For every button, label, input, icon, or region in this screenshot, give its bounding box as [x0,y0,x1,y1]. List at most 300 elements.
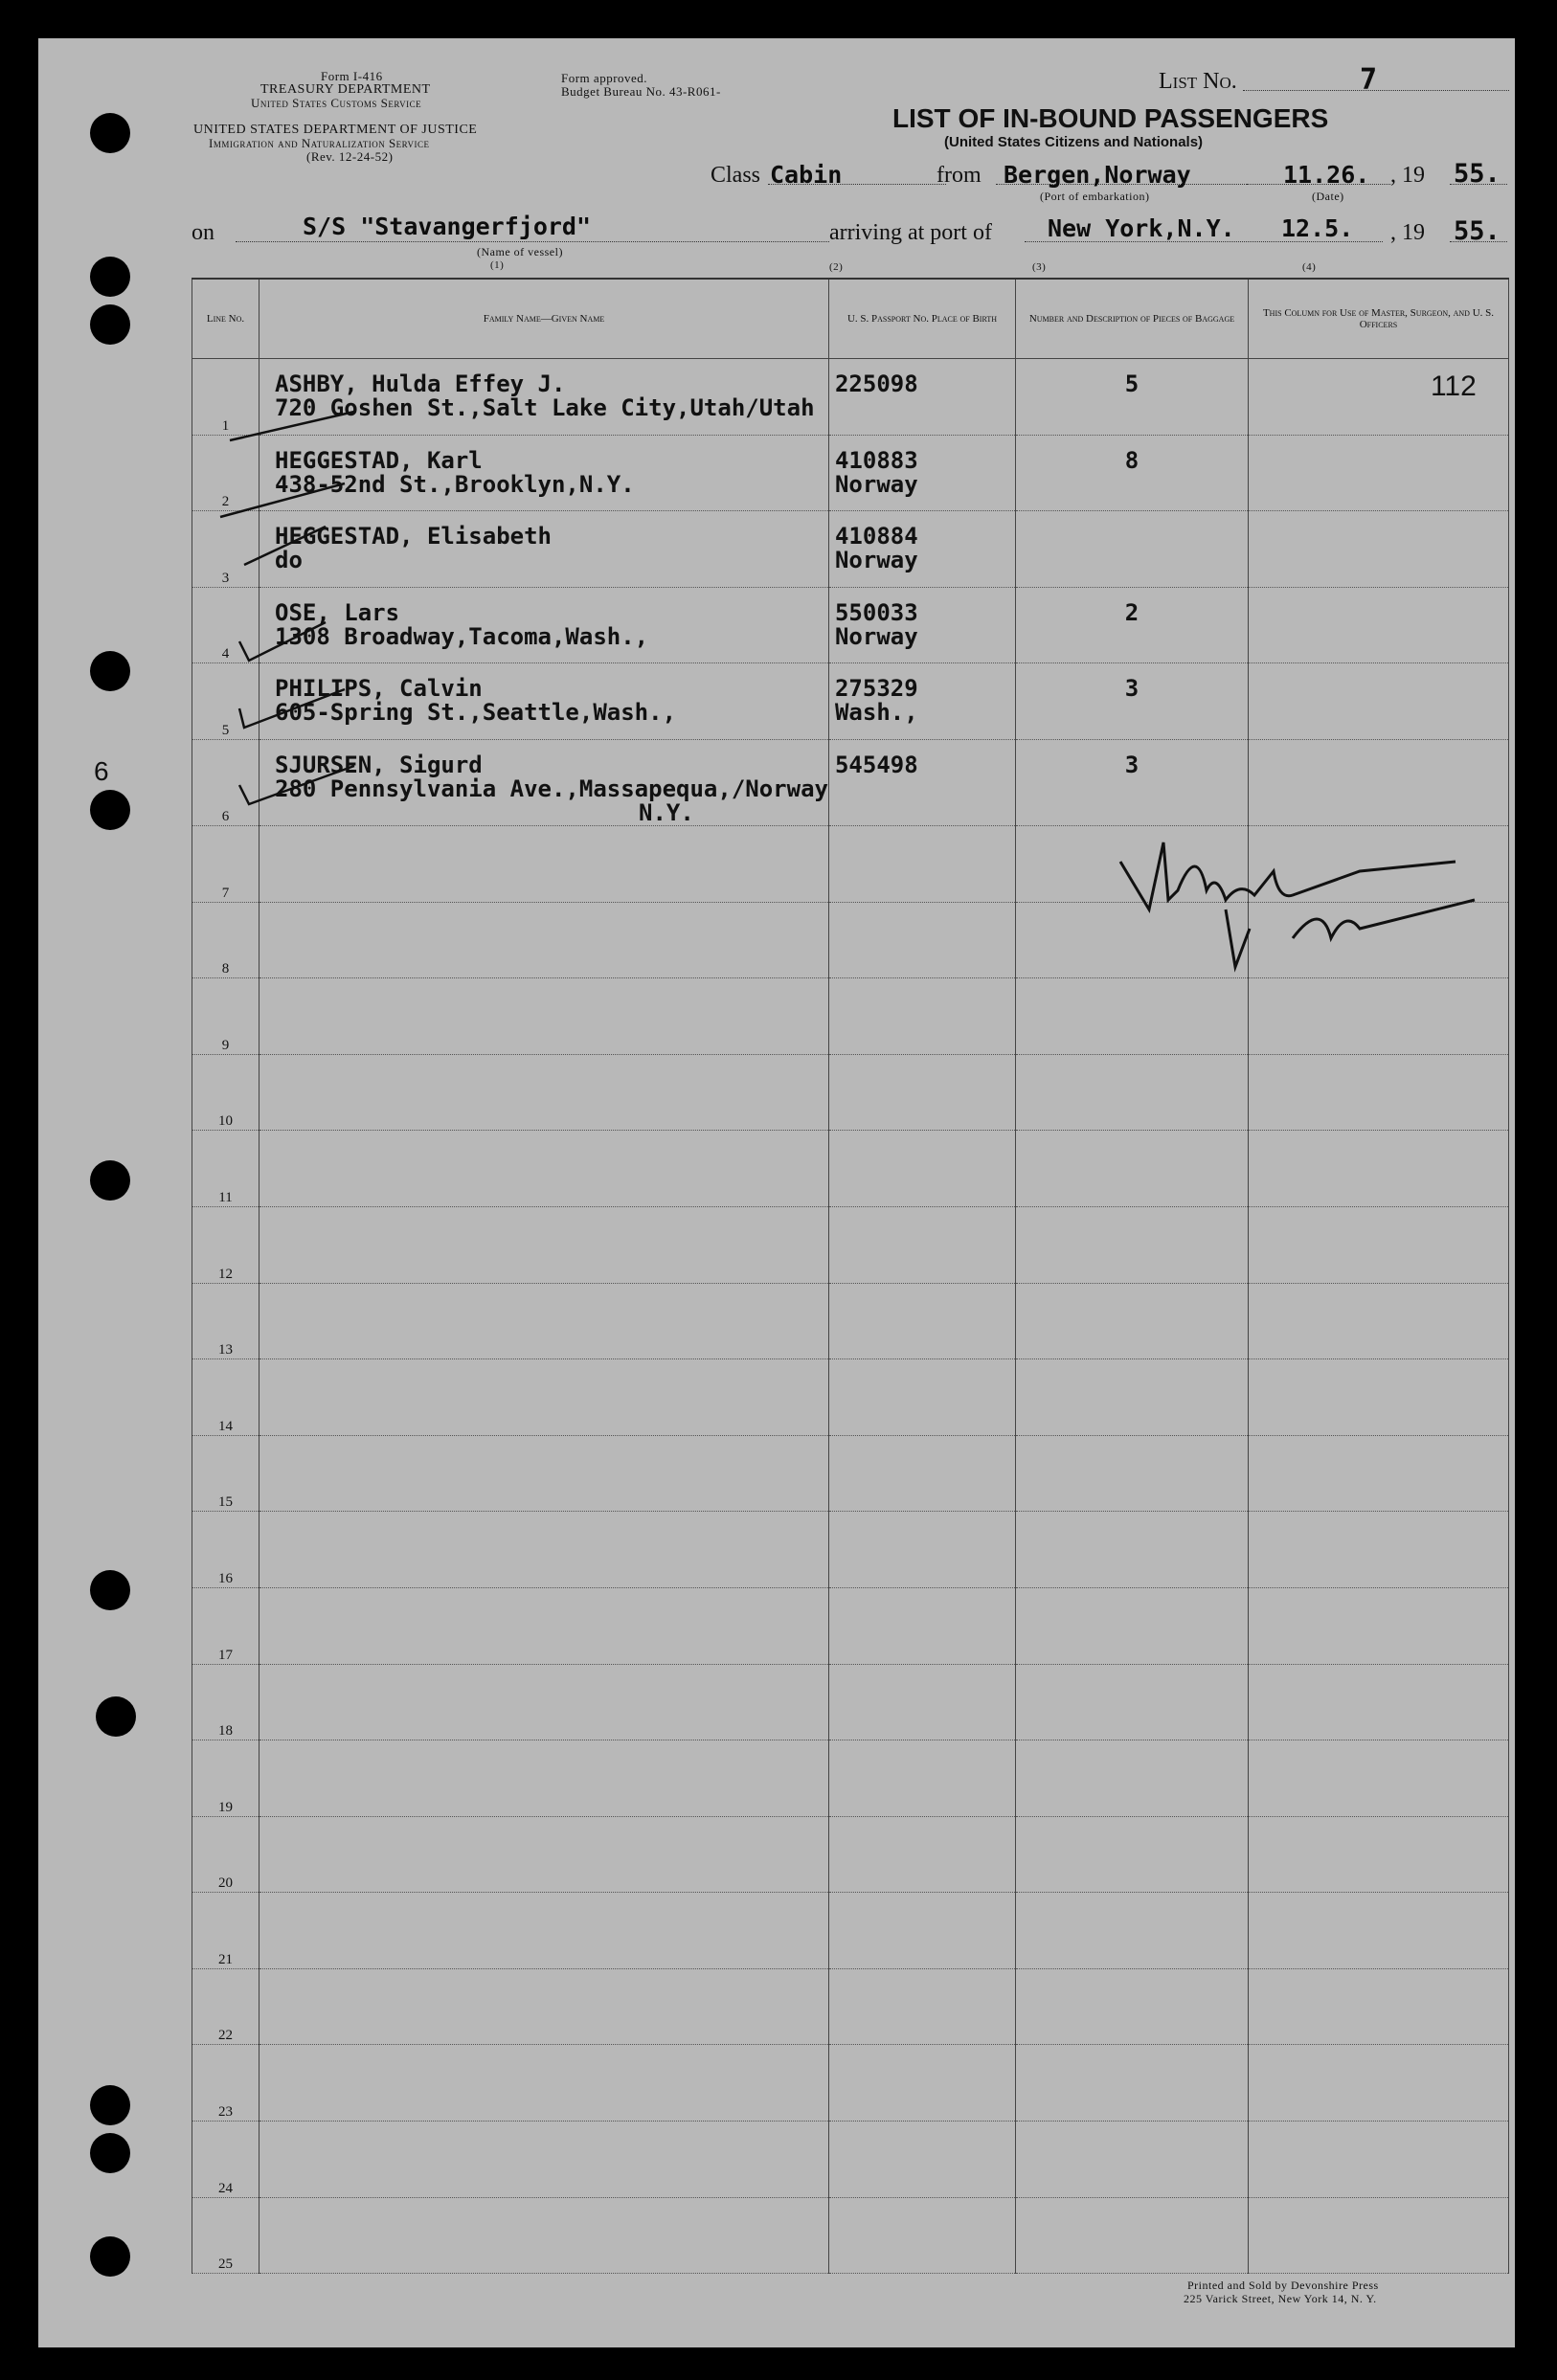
passport-cell [828,2045,1015,2122]
official-use-cell [1248,1512,1508,1588]
baggage-count [1016,1969,1248,1983]
class-value: Cabin [770,161,843,189]
line-number-cell [192,1740,260,1817]
official-use-cell [1248,435,1508,511]
official-mark [1249,2198,1508,2213]
baggage-count: 2 [1124,598,1140,626]
table-row [192,2122,1509,2198]
line-number: 11 [218,1189,233,1205]
official-use-cell [1248,1816,1508,1893]
baggage-cell [1015,1054,1248,1131]
official-use-cell [1248,1587,1508,1664]
passport-cell [828,1206,1015,1283]
baggage-cell [1015,359,1248,436]
place-of-birth: Norway [834,547,918,574]
passport-number [829,1207,1015,1221]
line-number: 13 [218,1342,233,1358]
baggage-cell [1015,1206,1248,1283]
passport-number [829,2045,1015,2058]
printer-line-1: Printed and Sold by Devonshire Press [1187,2279,1379,2292]
passport-number [829,2198,1015,2212]
official-mark [1249,1740,1508,1756]
table-row [192,1740,1509,1817]
official-use-cell [1248,511,1508,588]
official-mark [1249,1969,1508,1985]
passport-number [829,903,1015,916]
baggage-count [1016,511,1248,525]
baggage-count [1016,1817,1248,1830]
passport-number [829,2122,1015,2135]
official-use-cell [1248,1283,1508,1359]
passenger-address: 605-Spring St.,Seattle,Wash., [275,699,677,727]
name-cell [260,1968,829,2045]
passport-cell [828,1893,1015,1969]
passport-number [829,1665,1015,1678]
official-mark [1249,1817,1508,1832]
punch-hole [90,304,130,345]
passenger-name: HEGGESTAD, Karl [275,446,483,474]
passenger-name [260,1436,828,1449]
passport-cell [828,1359,1015,1436]
passenger-name: PHILIPS, Calvin [275,675,483,703]
line-number: 7 [221,885,230,901]
year-prefix-2: , 19 [1390,220,1425,245]
date-caption: (Date) [1312,190,1344,203]
name-cell [260,1359,829,1436]
passenger-name [260,1359,828,1373]
line-number: 8 [221,961,230,977]
line-number-cell [192,1816,260,1893]
passport-cell [828,2122,1015,2198]
name-cell [260,1893,829,1969]
line-number: 15 [218,1494,233,1511]
passport-cell [828,1664,1015,1740]
baggage-count [1016,2122,1248,2135]
passport-number: 545498 [834,751,918,778]
official-use-cell [1248,1740,1508,1817]
on-label: on [192,220,214,245]
line-number: 5 [221,722,230,738]
baggage-count [1016,2198,1248,2212]
year-prefix-1: , 19 [1390,163,1425,188]
passenger-name [260,1740,828,1754]
passenger-name [260,2122,828,2135]
baggage-count [1016,1207,1248,1221]
official-use-cell [1248,1054,1508,1131]
tally-marks [105,402,421,862]
col-baggage: Number and Description of Pieces of Baggage [1015,280,1248,359]
punch-hole [90,113,130,153]
passport-number [829,1740,1015,1754]
official-mark: 112 [1430,370,1477,402]
name-cell [260,1283,829,1359]
col-line-no: Line No. [192,280,260,359]
name-cell [260,2045,829,2122]
passport-number: 410884 [834,523,918,550]
official-use-cell [1248,587,1508,663]
passenger-address: 720 Goshen St.,Salt Lake City,Utah/Utah [275,394,815,421]
baggage-cell [1015,587,1248,663]
baggage-cell [1015,1359,1248,1436]
form-approved: Form approved. [561,71,648,85]
line-number-cell [192,1512,260,1588]
passenger-address: 1308 Broadway,Tacoma,Wash., [275,622,649,650]
line-number: 2 [221,494,230,510]
baggage-count: 5 [1124,370,1140,397]
line-number-cell [192,1131,260,1207]
passenger-name [260,978,828,992]
name-cell [260,1816,829,1893]
official-mark [1249,588,1508,603]
name-cell [260,1054,829,1131]
revision: (Rev. 12-24-52) [306,149,394,164]
passenger-name [260,1817,828,1830]
baggage-cell [1015,1740,1248,1817]
official-mark [1249,1588,1508,1604]
baggage-cell [1015,1435,1248,1512]
passport-number: 275329 [834,675,918,703]
table-row [192,1054,1509,1131]
line-number: 23 [218,2104,233,2121]
line-number: 19 [218,1799,233,1815]
baggage-count: 8 [1124,446,1140,474]
baggage-cell [1015,2197,1248,2274]
official-mark [1249,2122,1508,2137]
passenger-name [260,1665,828,1678]
table-row [192,2197,1509,2274]
passport-cell [828,1054,1015,1131]
depart-date: 11.26. [1283,161,1370,189]
line-number: 20 [218,1875,233,1892]
passport-number [829,1359,1015,1373]
official-use-cell [1248,2045,1508,2122]
official-use-cell [1248,1435,1508,1512]
page-subtitle: (United States Citizens and Nationals) [944,134,1204,150]
baggage-cell [1015,435,1248,511]
baggage-cell [1015,1512,1248,1588]
ins-service: Immigration and Naturalization Service [209,136,430,150]
name-cell [260,978,829,1055]
passport-cell [828,1740,1015,1817]
passport-number: 550033 [834,598,918,626]
name-cell [260,1131,829,1207]
line-number: 4 [221,646,230,662]
line-number-cell [192,1054,260,1131]
line-number: 21 [218,1951,233,1967]
line-number: 14 [218,1418,233,1434]
name-cell [260,2197,829,2274]
line-number-cell [192,1587,260,1664]
line-number-cell [192,1206,260,1283]
from-value: Bergen,Norway [1004,161,1191,189]
passenger-name: ASHBY, Hulda Effey J. [275,370,566,397]
table-row [192,1206,1509,1283]
baggage-cell [1015,1587,1248,1664]
passport-cell [828,1283,1015,1359]
official-use-cell [1248,1206,1508,1283]
passport-cell [828,1587,1015,1664]
baggage-count [1016,1588,1248,1602]
baggage-cell [1015,2122,1248,2198]
line-number-cell [192,1968,260,2045]
baggage-cell [1015,1283,1248,1359]
baggage-count [1016,1740,1248,1754]
table-row [192,1131,1509,1207]
official-use-cell [1248,2122,1508,2198]
line-number: 1 [221,417,230,434]
year-1: 55. [1454,159,1501,189]
passport-number [829,1284,1015,1297]
passenger-name: OSE, Lars [275,598,400,626]
passport-cell [828,1968,1015,2045]
passport-number [829,1055,1015,1068]
caption-2: (2) [829,261,844,273]
col-passport: U. S. Passport No. Place of Birth [828,280,1015,359]
passenger-address: do [275,547,303,574]
line-number: 24 [218,2180,233,2196]
official-mark [1249,1284,1508,1299]
baggage-count [1016,1055,1248,1068]
line-number-cell [192,1359,260,1436]
place-of-birth: Norway [834,470,918,498]
table-row [192,1587,1509,1664]
official-mark [1249,740,1508,755]
baggage-count [1016,1665,1248,1678]
passport-number [829,1436,1015,1449]
table-row [192,1359,1509,1436]
port-embark-caption: (Port of embarkation) [1040,190,1150,203]
passport-cell [828,435,1015,511]
passport-number [829,1817,1015,1830]
passenger-name [260,1055,828,1068]
side-mark: 6 [94,756,109,786]
passenger-name [260,1969,828,1983]
passport-number: 225098 [834,370,918,397]
baggage-count [1016,1131,1248,1144]
baggage-cell [1015,511,1248,588]
official-mark [1249,1512,1508,1527]
official-use-cell [1248,663,1508,740]
official-use-cell [1248,1893,1508,1969]
line-number-cell [192,978,260,1055]
table-row [192,1893,1509,1969]
official-mark [1249,663,1508,679]
passport-cell [828,902,1015,978]
baggage-cell [1015,1131,1248,1207]
punch-hole [90,1160,130,1201]
list-no-label: List No. [1159,69,1237,94]
baggage-count: 3 [1124,675,1140,703]
line-number: 9 [221,1037,230,1053]
name-cell [260,1206,829,1283]
form-number: Form I-416 [321,69,383,83]
baggage-count [1016,1359,1248,1373]
passenger-address: 438-52nd St.,Brooklyn,N.Y. [275,470,635,498]
passport-number [829,1512,1015,1525]
printer-line-2: 225 Varick Street, New York 14, N. Y. [1184,2292,1377,2305]
line-number-cell [192,1664,260,1740]
vessel-caption: (Name of vessel) [477,245,563,258]
passenger-name: HEGGESTAD, Elisabeth [275,523,552,550]
line-number-cell [192,2045,260,2122]
line-number-cell [192,1893,260,1969]
official-use-cell [1248,1664,1508,1740]
official-use-cell [1248,1131,1508,1207]
passenger-name [260,1512,828,1525]
official-use-cell [1248,1968,1508,2045]
vessel-name: S/S "Stavangerfjord" [303,213,592,240]
official-mark [1249,1665,1508,1680]
passport-cell [828,663,1015,740]
place-of-birth: Wash., [834,699,918,727]
passport-number [829,978,1015,992]
line-number: 25 [218,2257,233,2273]
treasury-dept: TREASURY DEPARTMENT [260,82,431,97]
line-number-cell [192,1435,260,1512]
official-use-cell [1248,359,1508,436]
customs-service: United States Customs Service [251,96,422,110]
passport-cell [828,978,1015,1055]
line-number: 18 [218,1723,233,1740]
place-of-birth: Norway [834,622,918,650]
line-number-cell [192,2197,260,2274]
passport-number [829,1893,1015,1906]
name-cell [260,1587,829,1664]
name-cell [260,1512,829,1588]
passenger-name [260,1131,828,1144]
arrival-date: 12.5. [1281,214,1354,242]
document-sheet [38,38,1515,2347]
caption-4: (4) [1302,261,1317,273]
baggage-cell [1015,663,1248,740]
punch-hole [96,1696,136,1737]
baggage-count [1016,1512,1248,1525]
line-number: 3 [221,570,230,586]
baggage-cell [1015,2045,1248,2122]
table-row [192,1816,1509,1893]
punch-hole [90,2085,130,2125]
official-use-cell [1248,2197,1508,2274]
arriving-label: arriving at port of [829,220,992,245]
col-official-use: This Column for Use of Master, Surgeon, and U. S. Officers [1248,280,1508,359]
passenger-address-cont: N.Y. [639,798,694,826]
passport-number [829,1588,1015,1602]
passport-cell [828,1435,1015,1512]
official-mark [1249,1359,1508,1375]
official-mark [1249,436,1508,451]
passport-number [829,1131,1015,1144]
baggage-count [1016,1893,1248,1906]
budget-bureau: Budget Bureau No. 43-R061- [561,84,721,99]
passport-cell [828,1512,1015,1588]
passenger-name [260,903,828,916]
name-cell [260,1435,829,1512]
baggage-cell [1015,1893,1248,1969]
official-mark [1249,2045,1508,2060]
official-mark [1249,1436,1508,1451]
class-label: Class [711,163,761,188]
passenger-name [260,2045,828,2058]
passport-cell [828,1816,1015,1893]
official-mark [1249,511,1508,527]
table-row [192,1435,1509,1512]
table-row [192,1512,1509,1588]
passenger-name [260,2198,828,2212]
official-mark [1249,1055,1508,1070]
passenger-address: 280 Pennsylvania Ave.,Massapequa,/Norway [275,775,828,802]
signature [1072,804,1532,996]
baggage-count [1016,2045,1248,2058]
list-no-value: 7 [1360,63,1378,97]
line-number-cell [192,2122,260,2198]
name-cell [260,1740,829,1817]
table-row [192,1968,1509,2045]
baggage-cell [1015,1664,1248,1740]
passenger-name: SJURSEN, Sigurd [275,751,483,778]
punch-hole [90,2236,130,2277]
line-number: 6 [221,808,230,824]
table-row [192,2045,1509,2122]
official-use-cell [1248,1359,1508,1436]
line-number: 22 [218,2028,233,2044]
line-number-cell [192,902,260,978]
passport-cell [828,825,1015,902]
passenger-name [260,1284,828,1297]
line-number: 16 [218,1570,233,1586]
caption-3: (3) [1032,261,1047,273]
passport-cell [828,1131,1015,1207]
passport-cell [828,739,1015,825]
table-row [192,1283,1509,1359]
official-mark [1249,1893,1508,1908]
line-number-cell [192,1283,260,1359]
passport-number: 410883 [834,446,918,474]
punch-hole [90,1570,130,1610]
passport-cell [828,587,1015,663]
col-family-name: Family Name—Given Name [260,280,829,359]
punch-hole [90,257,130,297]
official-mark [1249,1207,1508,1223]
table-row [192,1664,1509,1740]
vessel-caption-num: (1) [490,259,505,271]
year-2: 55. [1454,216,1501,246]
line-number: 12 [218,1266,233,1282]
line-number: 10 [218,1113,233,1130]
passport-cell [828,359,1015,436]
passport-number [829,826,1015,840]
baggage-count [1016,1436,1248,1449]
punch-hole [90,2133,130,2173]
name-cell [260,902,829,978]
name-cell [260,1664,829,1740]
from-label: from [936,163,982,188]
baggage-cell [1015,1816,1248,1893]
page-title: LIST OF IN-BOUND PASSENGERS [892,103,1329,133]
line-number: 17 [218,1647,233,1663]
baggage-count [1016,1284,1248,1297]
passport-cell [828,511,1015,588]
passenger-name [260,1893,828,1906]
passport-number [829,1969,1015,1983]
justice-dept: UNITED STATES DEPARTMENT OF JUSTICE [193,123,478,137]
passenger-name [260,1588,828,1602]
baggage-cell [1015,1968,1248,2045]
passenger-name [260,1207,828,1221]
arrival-port: New York,N.Y. [1048,214,1235,242]
baggage-count: 3 [1124,751,1140,778]
passport-cell [828,2197,1015,2274]
name-cell [260,2122,829,2198]
